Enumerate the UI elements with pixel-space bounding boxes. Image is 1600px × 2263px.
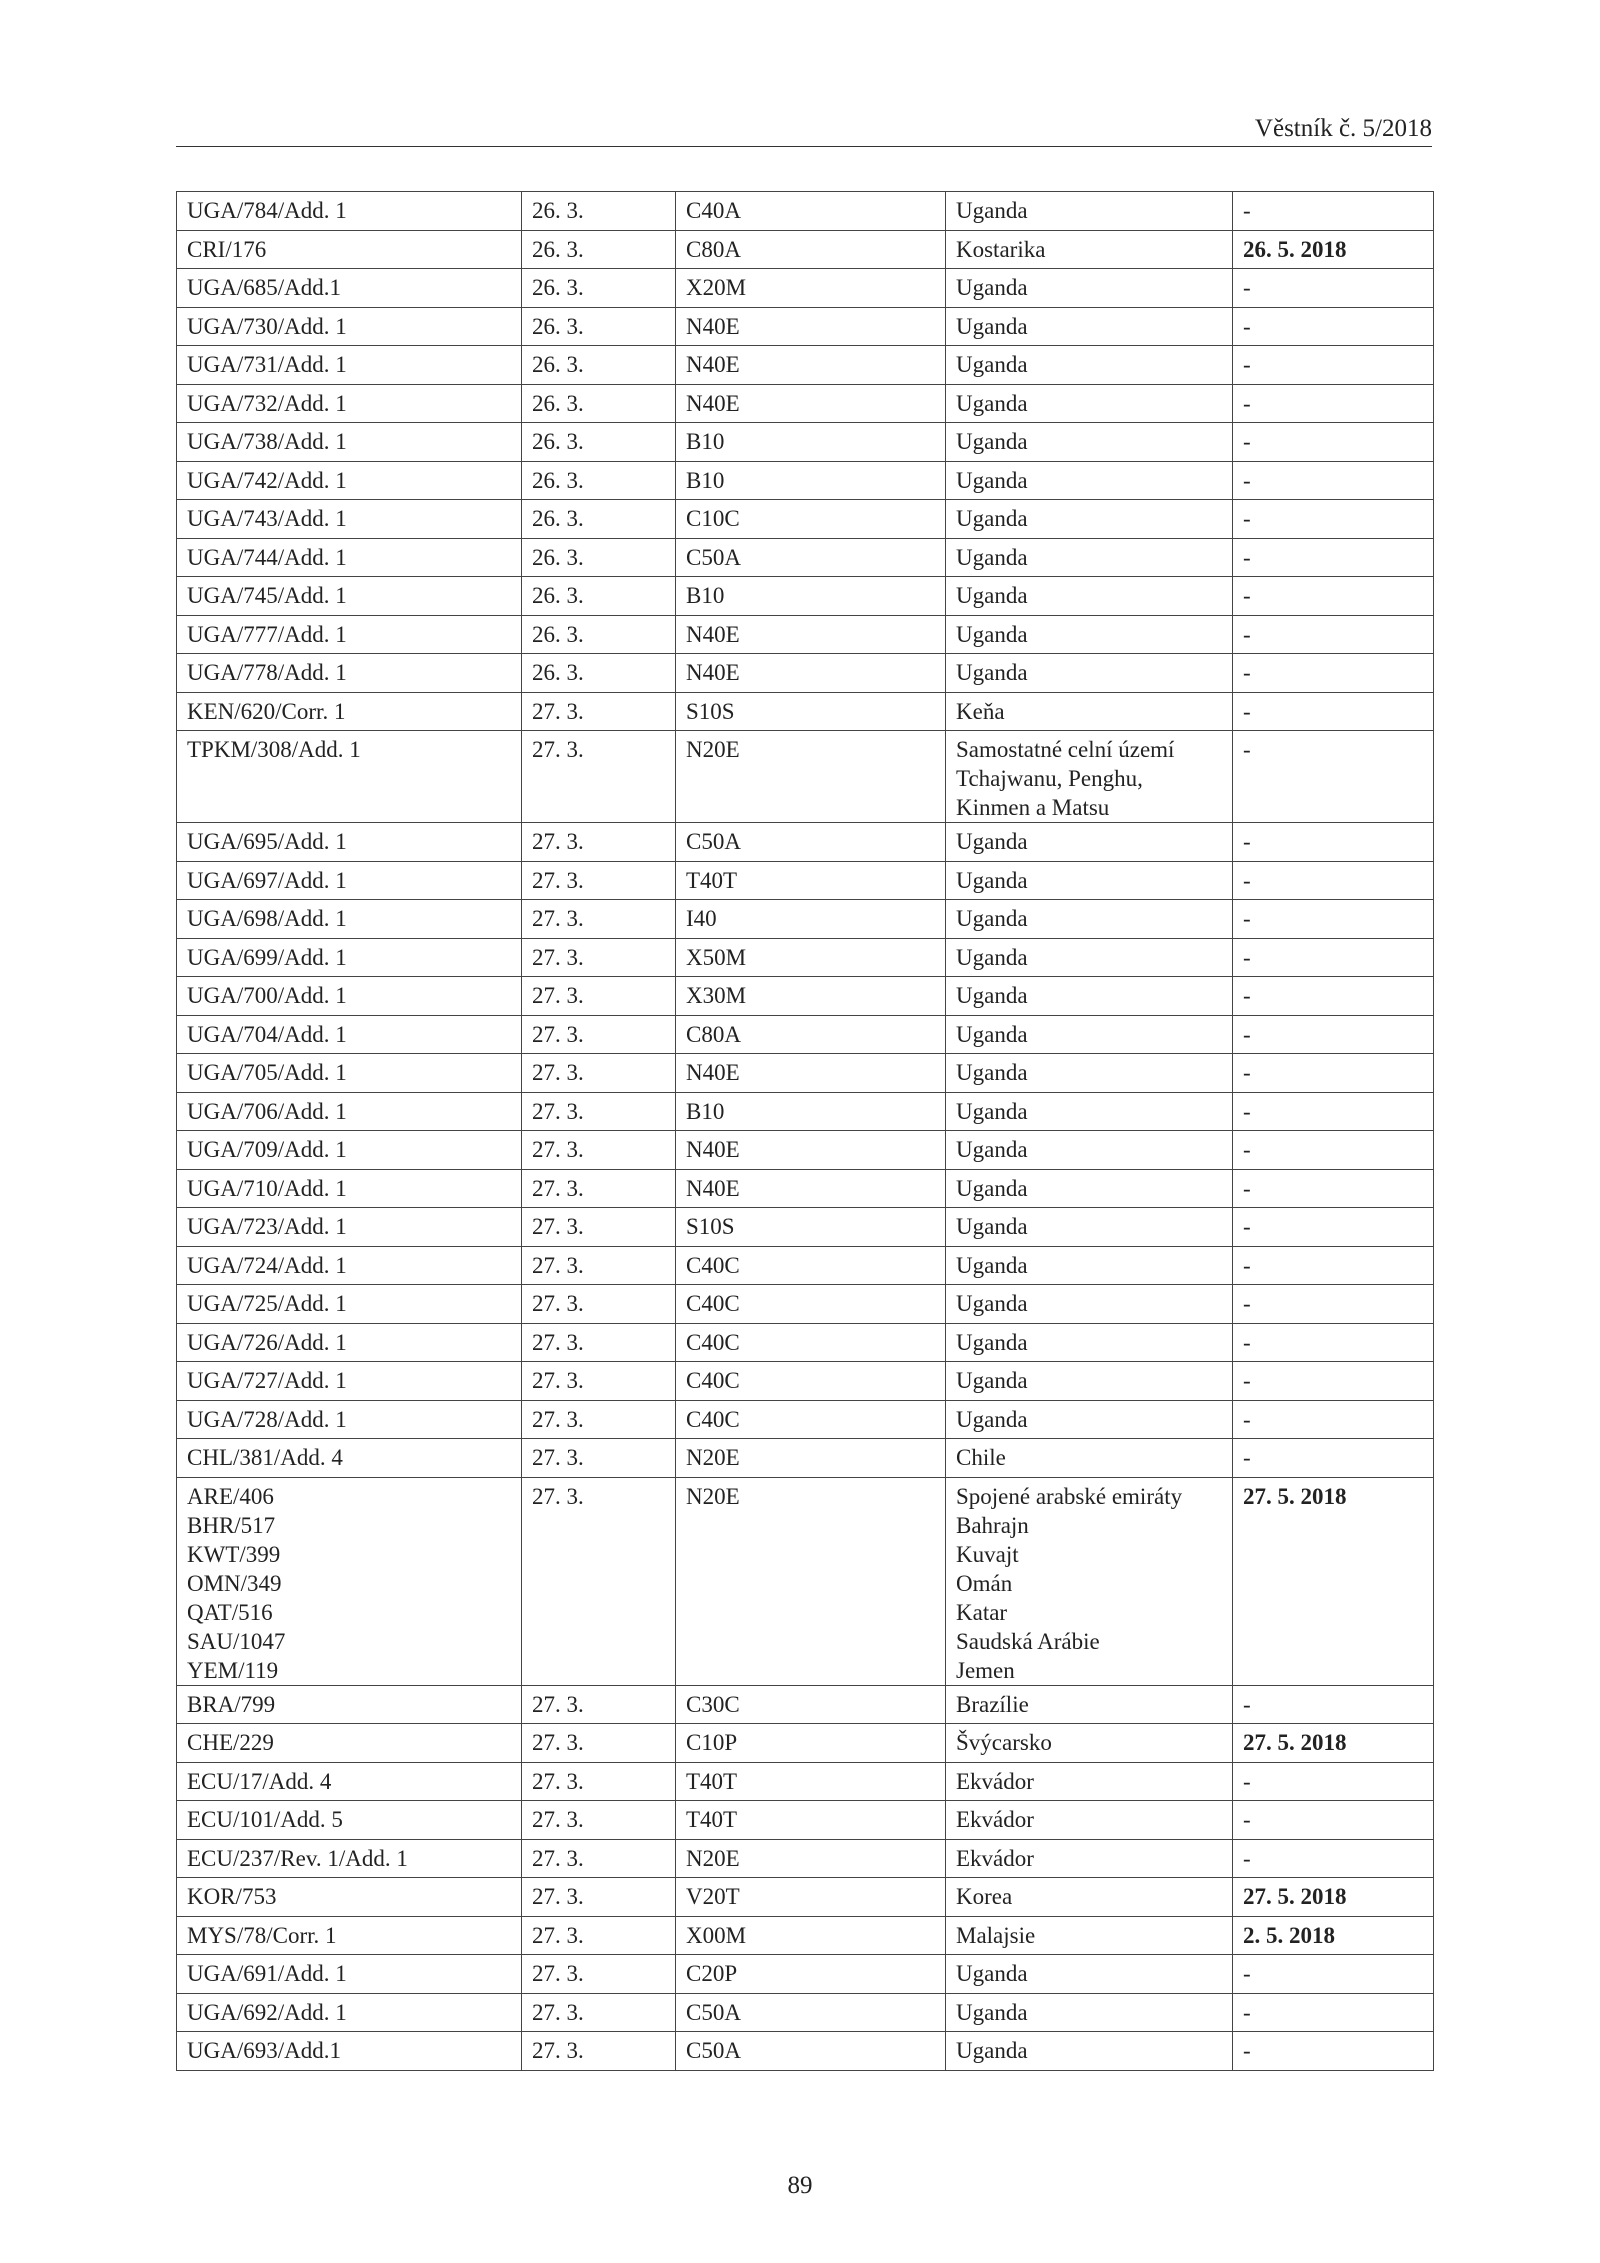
country-cell: Ekvádor — [946, 1839, 1233, 1878]
comment-deadline-cell: - — [1233, 1131, 1434, 1170]
notification-date-cell: 27. 3. — [522, 692, 676, 731]
country-cell: Uganda — [946, 900, 1233, 939]
category-code-cell: X50M — [676, 938, 946, 977]
notification-date-cell: 26. 3. — [522, 538, 676, 577]
notification-date-cell: 27. 3. — [522, 1839, 676, 1878]
notification-date-cell: 27. 3. — [522, 1169, 676, 1208]
comment-deadline-cell: - — [1233, 977, 1434, 1016]
country-cell: Uganda — [946, 1993, 1233, 2032]
comment-deadline-cell: - — [1233, 423, 1434, 462]
country-cell: Uganda — [946, 1246, 1233, 1285]
category-code-cell: N40E — [676, 615, 946, 654]
notification-date-cell: 27. 3. — [522, 1015, 676, 1054]
table-row — [177, 1762, 1434, 1801]
document-symbol-cell: UGA/709/Add. 1 — [177, 1131, 522, 1170]
country-cell: Uganda — [946, 615, 1233, 654]
country-cell: Uganda — [946, 192, 1233, 231]
country-cell: Uganda — [946, 538, 1233, 577]
category-code-cell: C50A — [676, 2032, 946, 2071]
country-cell: Uganda — [946, 1955, 1233, 1994]
table-row — [177, 1246, 1434, 1285]
table-row — [177, 307, 1434, 346]
document-symbol-cell: UGA/744/Add. 1 — [177, 538, 522, 577]
notification-date-cell: 26. 3. — [522, 461, 676, 500]
category-code-cell: C80A — [676, 230, 946, 269]
document-symbol-cell: UGA/728/Add. 1 — [177, 1400, 522, 1439]
comment-deadline-cell: - — [1233, 1801, 1434, 1840]
comment-deadline-cell: - — [1233, 1993, 1434, 2032]
table-row — [177, 1054, 1434, 1093]
table-row — [177, 1993, 1434, 2032]
document-symbol-cell: UGA/731/Add. 1 — [177, 346, 522, 385]
notification-date-cell: 26. 3. — [522, 384, 676, 423]
notification-date-cell: 27. 3. — [522, 1477, 676, 1685]
comment-deadline-cell: - — [1233, 1246, 1434, 1285]
table-row — [177, 1362, 1434, 1401]
table-row — [177, 1323, 1434, 1362]
table-row — [177, 1839, 1434, 1878]
category-code-cell: C40C — [676, 1400, 946, 1439]
country-cell: Švýcarsko — [946, 1724, 1233, 1763]
document-symbol-cell: UGA/725/Add. 1 — [177, 1285, 522, 1324]
comment-deadline-cell: - — [1233, 861, 1434, 900]
document-symbol-cell: MYS/78/Corr. 1 — [177, 1916, 522, 1955]
notification-date-cell: 27. 3. — [522, 938, 676, 977]
category-code-cell: N40E — [676, 1169, 946, 1208]
notification-date-cell: 27. 3. — [522, 1439, 676, 1478]
document-symbol-cell: UGA/704/Add. 1 — [177, 1015, 522, 1054]
table-row — [177, 615, 1434, 654]
comment-deadline-cell: 27. 5. 2018 — [1233, 1878, 1434, 1917]
notification-date-cell: 27. 3. — [522, 1362, 676, 1401]
category-code-cell: N20E — [676, 1477, 946, 1685]
document-symbol-cell: CRI/176 — [177, 230, 522, 269]
document-symbol-cell: UGA/699/Add. 1 — [177, 938, 522, 977]
document-symbol-cell: UGA/745/Add. 1 — [177, 577, 522, 616]
notification-date-cell: 26. 3. — [522, 230, 676, 269]
country-cell: Brazílie — [946, 1685, 1233, 1724]
country-cell: Uganda — [946, 1169, 1233, 1208]
table-row — [177, 823, 1434, 862]
notification-date-cell: 27. 3. — [522, 823, 676, 862]
country-cell: Spojené arabské emiráty Bahrajn Kuvajt Omán Katar Saudská Arábie Jemen — [946, 1477, 1233, 1685]
category-code-cell: N20E — [676, 731, 946, 823]
notification-date-cell: 27. 3. — [522, 1916, 676, 1955]
notification-date-cell: 27. 3. — [522, 977, 676, 1016]
notification-date-cell: 27. 3. — [522, 900, 676, 939]
comment-deadline-cell: - — [1233, 900, 1434, 939]
document-symbol-cell: UGA/710/Add. 1 — [177, 1169, 522, 1208]
country-cell: Samostatné celní území Tchajwanu, Penghu, Kinmen a Matsu — [946, 731, 1233, 823]
document-symbol-cell: UGA/698/Add. 1 — [177, 900, 522, 939]
document-symbol-cell: KOR/753 — [177, 1878, 522, 1917]
comment-deadline-cell: - — [1233, 1955, 1434, 1994]
comment-deadline-cell: - — [1233, 384, 1434, 423]
table-row — [177, 861, 1434, 900]
table-row — [177, 230, 1434, 269]
category-code-cell: C40A — [676, 192, 946, 231]
country-cell: Keňa — [946, 692, 1233, 731]
table-row — [177, 1169, 1434, 1208]
document-symbol-cell: UGA/692/Add. 1 — [177, 1993, 522, 2032]
comment-deadline-cell: - — [1233, 577, 1434, 616]
country-cell: Uganda — [946, 1362, 1233, 1401]
category-code-cell: X20M — [676, 269, 946, 308]
document-symbol-cell: UGA/700/Add. 1 — [177, 977, 522, 1016]
table-row — [177, 900, 1434, 939]
country-cell: Uganda — [946, 654, 1233, 693]
table-row — [177, 192, 1434, 231]
notification-date-cell: 27. 3. — [522, 1801, 676, 1840]
category-code-cell: C40C — [676, 1362, 946, 1401]
country-cell: Chile — [946, 1439, 1233, 1478]
category-code-cell: N40E — [676, 654, 946, 693]
document-symbol-cell: UGA/777/Add. 1 — [177, 615, 522, 654]
category-code-cell: B10 — [676, 461, 946, 500]
comment-deadline-cell: - — [1233, 1169, 1434, 1208]
document-symbol-cell: UGA/693/Add.1 — [177, 2032, 522, 2071]
document-symbol-cell: TPKM/308/Add. 1 — [177, 731, 522, 823]
category-code-cell: B10 — [676, 577, 946, 616]
table-row — [177, 1685, 1434, 1724]
country-cell: Uganda — [946, 1092, 1233, 1131]
comment-deadline-cell: - — [1233, 192, 1434, 231]
notification-date-cell: 26. 3. — [522, 423, 676, 462]
comment-deadline-cell: - — [1233, 1054, 1434, 1093]
category-code-cell: S10S — [676, 1208, 946, 1247]
category-code-cell: N40E — [676, 346, 946, 385]
document-symbol-cell: ARE/406 BHR/517 KWT/399 OMN/349 QAT/516 SAU/1047 YEM/119 — [177, 1477, 522, 1685]
comment-deadline-cell: - — [1233, 461, 1434, 500]
document-symbol-cell: UGA/723/Add. 1 — [177, 1208, 522, 1247]
table-row — [177, 977, 1434, 1016]
document-symbol-cell: UGA/697/Add. 1 — [177, 861, 522, 900]
comment-deadline-cell: - — [1233, 938, 1434, 977]
comment-deadline-cell: - — [1233, 500, 1434, 539]
country-cell: Uganda — [946, 269, 1233, 308]
comment-deadline-cell: 27. 5. 2018 — [1233, 1477, 1434, 1685]
table-row — [177, 1878, 1434, 1917]
notification-date-cell: 27. 3. — [522, 1724, 676, 1763]
notifications-table — [176, 191, 1434, 2071]
table-row — [177, 1955, 1434, 1994]
table-row — [177, 346, 1434, 385]
document-symbol-cell: UGA/738/Add. 1 — [177, 423, 522, 462]
notification-date-cell: 27. 3. — [522, 1208, 676, 1247]
table-row — [177, 2032, 1434, 2071]
bulletin-title: Věstník č. 5/2018 — [1254, 115, 1432, 142]
table-row — [177, 1439, 1434, 1478]
table-row — [177, 269, 1434, 308]
document-symbol-cell: ECU/237/Rev. 1/Add. 1 — [177, 1839, 522, 1878]
country-cell: Uganda — [946, 2032, 1233, 2071]
comment-deadline-cell: - — [1233, 823, 1434, 862]
country-cell: Uganda — [946, 861, 1233, 900]
comment-deadline-cell: - — [1233, 346, 1434, 385]
comment-deadline-cell: - — [1233, 1323, 1434, 1362]
table-row — [177, 692, 1434, 731]
country-cell: Uganda — [946, 423, 1233, 462]
country-cell: Uganda — [946, 384, 1233, 423]
country-cell: Uganda — [946, 1015, 1233, 1054]
notification-date-cell: 27. 3. — [522, 1762, 676, 1801]
category-code-cell: N40E — [676, 384, 946, 423]
comment-deadline-cell: - — [1233, 2032, 1434, 2071]
document-symbol-cell: UGA/705/Add. 1 — [177, 1054, 522, 1093]
category-code-cell: V20T — [676, 1878, 946, 1917]
category-code-cell: N40E — [676, 307, 946, 346]
country-cell: Ekvádor — [946, 1801, 1233, 1840]
document-symbol-cell: UGA/778/Add. 1 — [177, 654, 522, 693]
document-symbol-cell: UGA/727/Add. 1 — [177, 1362, 522, 1401]
document-symbol-cell: UGA/691/Add. 1 — [177, 1955, 522, 1994]
table-row — [177, 1092, 1434, 1131]
category-code-cell: C10C — [676, 500, 946, 539]
document-symbol-cell: UGA/685/Add.1 — [177, 269, 522, 308]
table-row — [177, 938, 1434, 977]
category-code-cell: N40E — [676, 1054, 946, 1093]
table-row — [177, 654, 1434, 693]
category-code-cell: C10P — [676, 1724, 946, 1763]
comment-deadline-cell: - — [1233, 307, 1434, 346]
category-code-cell: X00M — [676, 1916, 946, 1955]
notification-date-cell: 27. 3. — [522, 1685, 676, 1724]
category-code-cell: T40T — [676, 1801, 946, 1840]
notification-date-cell: 27. 3. — [522, 2032, 676, 2071]
notification-date-cell: 27. 3. — [522, 1285, 676, 1324]
comment-deadline-cell: 2. 5. 2018 — [1233, 1916, 1434, 1955]
table-row — [177, 1131, 1434, 1170]
comment-deadline-cell: - — [1233, 1362, 1434, 1401]
notification-date-cell: 27. 3. — [522, 1878, 676, 1917]
table-row — [177, 384, 1434, 423]
category-code-cell: C50A — [676, 538, 946, 577]
country-cell: Uganda — [946, 1323, 1233, 1362]
comment-deadline-cell: - — [1233, 692, 1434, 731]
comment-deadline-cell: - — [1233, 1092, 1434, 1131]
table-row — [177, 1724, 1434, 1763]
category-code-cell: T40T — [676, 1762, 946, 1801]
country-cell: Uganda — [946, 977, 1233, 1016]
document-symbol-cell: UGA/732/Add. 1 — [177, 384, 522, 423]
document-symbol-cell: UGA/726/Add. 1 — [177, 1323, 522, 1362]
notification-date-cell: 26. 3. — [522, 269, 676, 308]
table-row — [177, 500, 1434, 539]
notification-date-cell: 27. 3. — [522, 1993, 676, 2032]
country-cell: Uganda — [946, 577, 1233, 616]
country-cell: Uganda — [946, 1400, 1233, 1439]
country-cell: Malajsie — [946, 1916, 1233, 1955]
country-cell: Uganda — [946, 346, 1233, 385]
category-code-cell: N20E — [676, 1839, 946, 1878]
document-symbol-cell: UGA/724/Add. 1 — [177, 1246, 522, 1285]
comment-deadline-cell: - — [1233, 1208, 1434, 1247]
category-code-cell: C50A — [676, 1993, 946, 2032]
category-code-cell: B10 — [676, 423, 946, 462]
country-cell: Kostarika — [946, 230, 1233, 269]
document-symbol-cell: BRA/799 — [177, 1685, 522, 1724]
comment-deadline-cell: - — [1233, 1839, 1434, 1878]
country-cell: Uganda — [946, 307, 1233, 346]
comment-deadline-cell: - — [1233, 731, 1434, 823]
category-code-cell: C40C — [676, 1323, 946, 1362]
comment-deadline-cell: 27. 5. 2018 — [1233, 1724, 1434, 1763]
notification-date-cell: 27. 3. — [522, 1131, 676, 1170]
country-cell: Uganda — [946, 1054, 1233, 1093]
comment-deadline-cell: - — [1233, 1439, 1434, 1478]
category-code-cell: C40C — [676, 1246, 946, 1285]
document-symbol-cell: CHL/381/Add. 4 — [177, 1439, 522, 1478]
document-symbol-cell: ECU/101/Add. 5 — [177, 1801, 522, 1840]
table-body — [177, 192, 1434, 2071]
category-code-cell: B10 — [676, 1092, 946, 1131]
category-code-cell: N40E — [676, 1131, 946, 1170]
notification-date-cell: 27. 3. — [522, 1246, 676, 1285]
notification-date-cell: 27. 3. — [522, 1955, 676, 1994]
table-row — [177, 731, 1434, 823]
table-row — [177, 1208, 1434, 1247]
category-code-cell: S10S — [676, 692, 946, 731]
document-symbol-cell: CHE/229 — [177, 1724, 522, 1763]
table-row — [177, 1285, 1434, 1324]
category-code-cell: I40 — [676, 900, 946, 939]
document-symbol-cell: UGA/784/Add. 1 — [177, 192, 522, 231]
notification-date-cell: 27. 3. — [522, 861, 676, 900]
notification-date-cell: 26. 3. — [522, 500, 676, 539]
category-code-cell: T40T — [676, 861, 946, 900]
comment-deadline-cell: - — [1233, 1015, 1434, 1054]
category-code-cell: C50A — [676, 823, 946, 862]
country-cell: Uganda — [946, 500, 1233, 539]
document-symbol-cell: KEN/620/Corr. 1 — [177, 692, 522, 731]
notification-date-cell: 26. 3. — [522, 615, 676, 654]
comment-deadline-cell: - — [1233, 269, 1434, 308]
category-code-cell: C40C — [676, 1285, 946, 1324]
document-symbol-cell: ECU/17/Add. 4 — [177, 1762, 522, 1801]
notification-date-cell: 27. 3. — [522, 1092, 676, 1131]
category-code-cell: C20P — [676, 1955, 946, 1994]
category-code-cell: N20E — [676, 1439, 946, 1478]
notification-date-cell: 26. 3. — [522, 654, 676, 693]
notification-date-cell: 26. 3. — [522, 346, 676, 385]
country-cell: Uganda — [946, 1131, 1233, 1170]
table-row — [177, 538, 1434, 577]
table-row — [177, 1916, 1434, 1955]
table-row — [177, 461, 1434, 500]
comment-deadline-cell: - — [1233, 1400, 1434, 1439]
page-number: 89 — [787, 2172, 813, 2199]
table-row — [177, 1400, 1434, 1439]
comment-deadline-cell: - — [1233, 538, 1434, 577]
country-cell: Korea — [946, 1878, 1233, 1917]
comment-deadline-cell: - — [1233, 615, 1434, 654]
notification-date-cell: 26. 3. — [522, 577, 676, 616]
document-symbol-cell: UGA/706/Add. 1 — [177, 1092, 522, 1131]
category-code-cell: C30C — [676, 1685, 946, 1724]
notification-date-cell: 27. 3. — [522, 1400, 676, 1439]
document-symbol-cell: UGA/730/Add. 1 — [177, 307, 522, 346]
notification-date-cell: 27. 3. — [522, 731, 676, 823]
table-row — [177, 1015, 1434, 1054]
document-symbol-cell: UGA/743/Add. 1 — [177, 500, 522, 539]
notification-date-cell: 26. 3. — [522, 192, 676, 231]
table-row — [177, 1477, 1434, 1685]
document-symbol-cell: UGA/742/Add. 1 — [177, 461, 522, 500]
table-row — [177, 1801, 1434, 1840]
document-symbol-cell: UGA/695/Add. 1 — [177, 823, 522, 862]
comment-deadline-cell: - — [1233, 654, 1434, 693]
notification-date-cell: 26. 3. — [522, 307, 676, 346]
table-row — [177, 577, 1434, 616]
country-cell: Uganda — [946, 1208, 1233, 1247]
country-cell: Uganda — [946, 938, 1233, 977]
notification-date-cell: 27. 3. — [522, 1323, 676, 1362]
comment-deadline-cell: 26. 5. 2018 — [1233, 230, 1434, 269]
comment-deadline-cell: - — [1233, 1685, 1434, 1724]
page-header — [176, 112, 1432, 147]
country-cell: Uganda — [946, 823, 1233, 862]
comment-deadline-cell: - — [1233, 1285, 1434, 1324]
comment-deadline-cell: - — [1233, 1762, 1434, 1801]
country-cell: Uganda — [946, 461, 1233, 500]
country-cell: Ekvádor — [946, 1762, 1233, 1801]
category-code-cell: C80A — [676, 1015, 946, 1054]
country-cell: Uganda — [946, 1285, 1233, 1324]
table-row — [177, 423, 1434, 462]
notification-date-cell: 27. 3. — [522, 1054, 676, 1093]
category-code-cell: X30M — [676, 977, 946, 1016]
